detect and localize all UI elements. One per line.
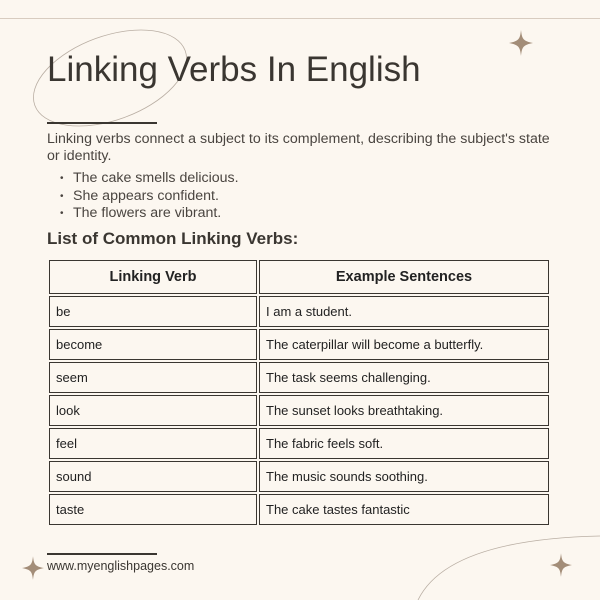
column-header-verb: Linking Verb bbox=[49, 260, 257, 294]
example-cell: The fabric feels soft. bbox=[259, 428, 549, 459]
list-item: • The flowers are vibrant. bbox=[60, 205, 222, 221]
list-item: • She appears confident. bbox=[60, 187, 219, 204]
sparkle-star-icon bbox=[22, 556, 44, 580]
table-row bbox=[49, 428, 549, 459]
corner-arc-decoration bbox=[410, 530, 600, 600]
example-cell: The caterpillar will become a butterfly. bbox=[259, 329, 549, 360]
top-divider bbox=[0, 18, 600, 19]
example-cell: The cake tastes fantastic bbox=[259, 494, 549, 525]
table-row bbox=[49, 494, 549, 525]
verb-cell: become bbox=[49, 329, 257, 360]
footer-divider bbox=[47, 553, 157, 555]
table-header-row bbox=[49, 260, 549, 294]
title-underline bbox=[47, 122, 157, 124]
intro-paragraph: Linking verbs connect a subject to its complement, describing the subject's state or identity. bbox=[47, 131, 550, 164]
table-row bbox=[49, 395, 549, 426]
verb-cell: taste bbox=[49, 494, 257, 525]
bullet-icon: • bbox=[60, 190, 64, 202]
example-cell: The task seems challenging. bbox=[259, 362, 549, 393]
example-cell: The sunset looks breathtaking. bbox=[259, 395, 549, 426]
example-cell: I am a student. bbox=[259, 296, 549, 327]
verb-cell: seem bbox=[49, 362, 257, 393]
example-list bbox=[47, 170, 239, 223]
verb-cell: feel bbox=[49, 428, 257, 459]
linking-verbs-table bbox=[46, 257, 552, 528]
sparkle-star-icon bbox=[509, 30, 533, 56]
bullet-icon: • bbox=[60, 208, 64, 219]
table-row bbox=[49, 296, 549, 327]
section-heading: List of Common Linking Verbs: bbox=[47, 229, 299, 248]
verb-cell: be bbox=[49, 296, 257, 327]
website-link[interactable]: www.myenglishpages.com bbox=[47, 559, 195, 573]
sparkle-star-icon bbox=[550, 553, 572, 577]
list-item: • The cake smells delicious. bbox=[60, 170, 239, 186]
table-row bbox=[49, 362, 549, 393]
verb-cell: sound bbox=[49, 461, 257, 492]
bullet-icon: • bbox=[60, 173, 64, 184]
verb-cell: look bbox=[49, 395, 257, 426]
page-title: Linking Verbs In English bbox=[47, 50, 421, 89]
column-header-examples: Example Sentences bbox=[259, 260, 549, 294]
table-row bbox=[49, 461, 549, 492]
example-cell: The music sounds soothing. bbox=[259, 461, 549, 492]
table-row bbox=[49, 329, 549, 360]
